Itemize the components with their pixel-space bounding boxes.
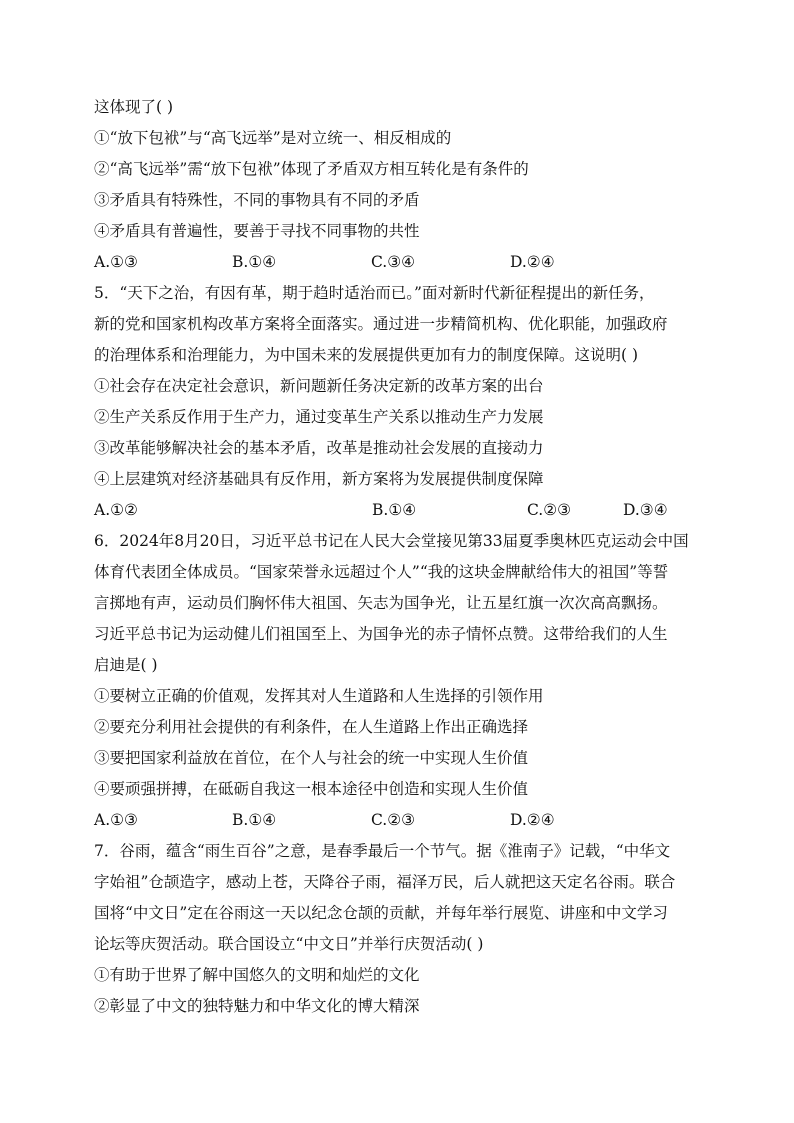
- question-6: [94, 526, 704, 836]
- option-b: B.①④: [232, 253, 277, 271]
- option-b: B.①④: [232, 811, 277, 829]
- question-stem: 言掷地有声，运动员们胸怀伟大祖国、矢志为国争光，让五星红旗一次次高高飘扬。: [94, 594, 668, 612]
- question-stem: 的治理体系和治理能力，为中国未来的发展提供更加有力的制度保障。这说明( ): [94, 346, 639, 364]
- question-stem: 这体现了( ): [94, 98, 174, 116]
- answer-options: [94, 495, 704, 526]
- question-stem: 启迪是( ): [94, 656, 158, 674]
- question-4: [94, 92, 704, 278]
- option-a: A.①②: [94, 501, 138, 519]
- question-stem: 论坛等庆贺活动。联合国设立“中文日”并举行庆贺活动( ): [94, 935, 484, 953]
- question-stem: 6．2024年8月20日，习近平总书记在人民大会堂接见第33届夏季奥林匹克运动会中国: [94, 532, 689, 550]
- choice-statement: ②要充分利用社会提供的有利条件，在人生道路上作出正确选择: [94, 718, 529, 736]
- question-7: [94, 836, 704, 1022]
- option-d: D.②④: [510, 811, 555, 829]
- question-stem: 体育代表团全体成员。“国家荣誉永远超过个人”“我的这块金牌献给伟大的祖国”等誓: [94, 563, 669, 581]
- option-c: C.②③: [527, 501, 572, 519]
- choice-statement: ①要树立正确的价值观，发挥其对人生道路和人生选择的引领作用: [94, 687, 544, 705]
- exam-page: [94, 92, 704, 1022]
- option-b: B.①④: [372, 501, 417, 519]
- option-a: A.①③: [94, 811, 138, 829]
- choice-statement: ②“高飞远举”需“放下包袱”体现了矛盾双方相互转化是有条件的: [94, 160, 529, 178]
- choice-statement: ④矛盾具有普遍性，要善于寻找不同事物的共性: [94, 222, 420, 240]
- choice-statement: ③矛盾具有特殊性，不同的事物具有不同的矛盾: [94, 191, 420, 209]
- option-d: D.③④: [623, 501, 668, 519]
- choice-statement: ④上层建筑对经济基础具有反作用，新方案将为发展提供制度保障: [94, 470, 544, 488]
- question-stem: 5．“天下之治，有因有革，期于趋时适治而已。”面对新时代新征程提出的新任务，: [94, 284, 655, 302]
- choice-statement: ①有助于世界了解中国悠久的文明和灿烂的文化: [94, 966, 420, 984]
- choice-statement: ①社会存在决定社会意识，新问题新任务决定新的改革方案的出台: [94, 377, 544, 395]
- answer-options: [94, 247, 704, 278]
- choice-statement: ④要顽强拼搏，在砥砺自我这一根本途径中创造和实现人生价值: [94, 780, 529, 798]
- question-stem: 字始祖”仓颉造字，感动上苍，天降谷子雨，福泽万民，后人就把这天定名谷雨。联合: [94, 873, 676, 891]
- option-c: C.③④: [371, 253, 416, 271]
- question-stem: 新的党和国家机构改革方案将全面落实。通过进一步精简机构、优化职能，加强政府: [94, 315, 668, 333]
- question-5: [94, 278, 704, 526]
- question-stem: 7．谷雨，蕴含“雨生百谷”之意，是春季最后一个节气。据《淮南子》记载，“中华文: [94, 842, 671, 860]
- choice-statement: ②生产关系反作用于生产力，通过变革生产关系以推动生产力发展: [94, 408, 544, 426]
- option-a: A.①③: [94, 253, 138, 271]
- option-d: D.②④: [510, 253, 555, 271]
- choice-statement: ②彰显了中文的独特魅力和中华文化的博大精深: [94, 997, 420, 1015]
- question-stem: 国将“中文日”定在谷雨这一天以纪念仓颉的贡献，并每年举行展览、讲座和中文学习: [94, 904, 668, 922]
- option-c: C.②③: [371, 811, 416, 829]
- question-stem: 习近平总书记为运动健儿们祖国至上、为国争光的赤子情怀点赞。这带给我们的人生: [94, 625, 668, 643]
- choice-statement: ①“放下包袱”与“高飞远举”是对立统一、相反相成的: [94, 129, 452, 147]
- answer-options: [94, 805, 704, 836]
- choice-statement: ③改革能够解决社会的基本矛盾，改革是推动社会发展的直接动力: [94, 439, 544, 457]
- choice-statement: ③要把国家利益放在首位，在个人与社会的统一中实现人生价值: [94, 749, 529, 767]
